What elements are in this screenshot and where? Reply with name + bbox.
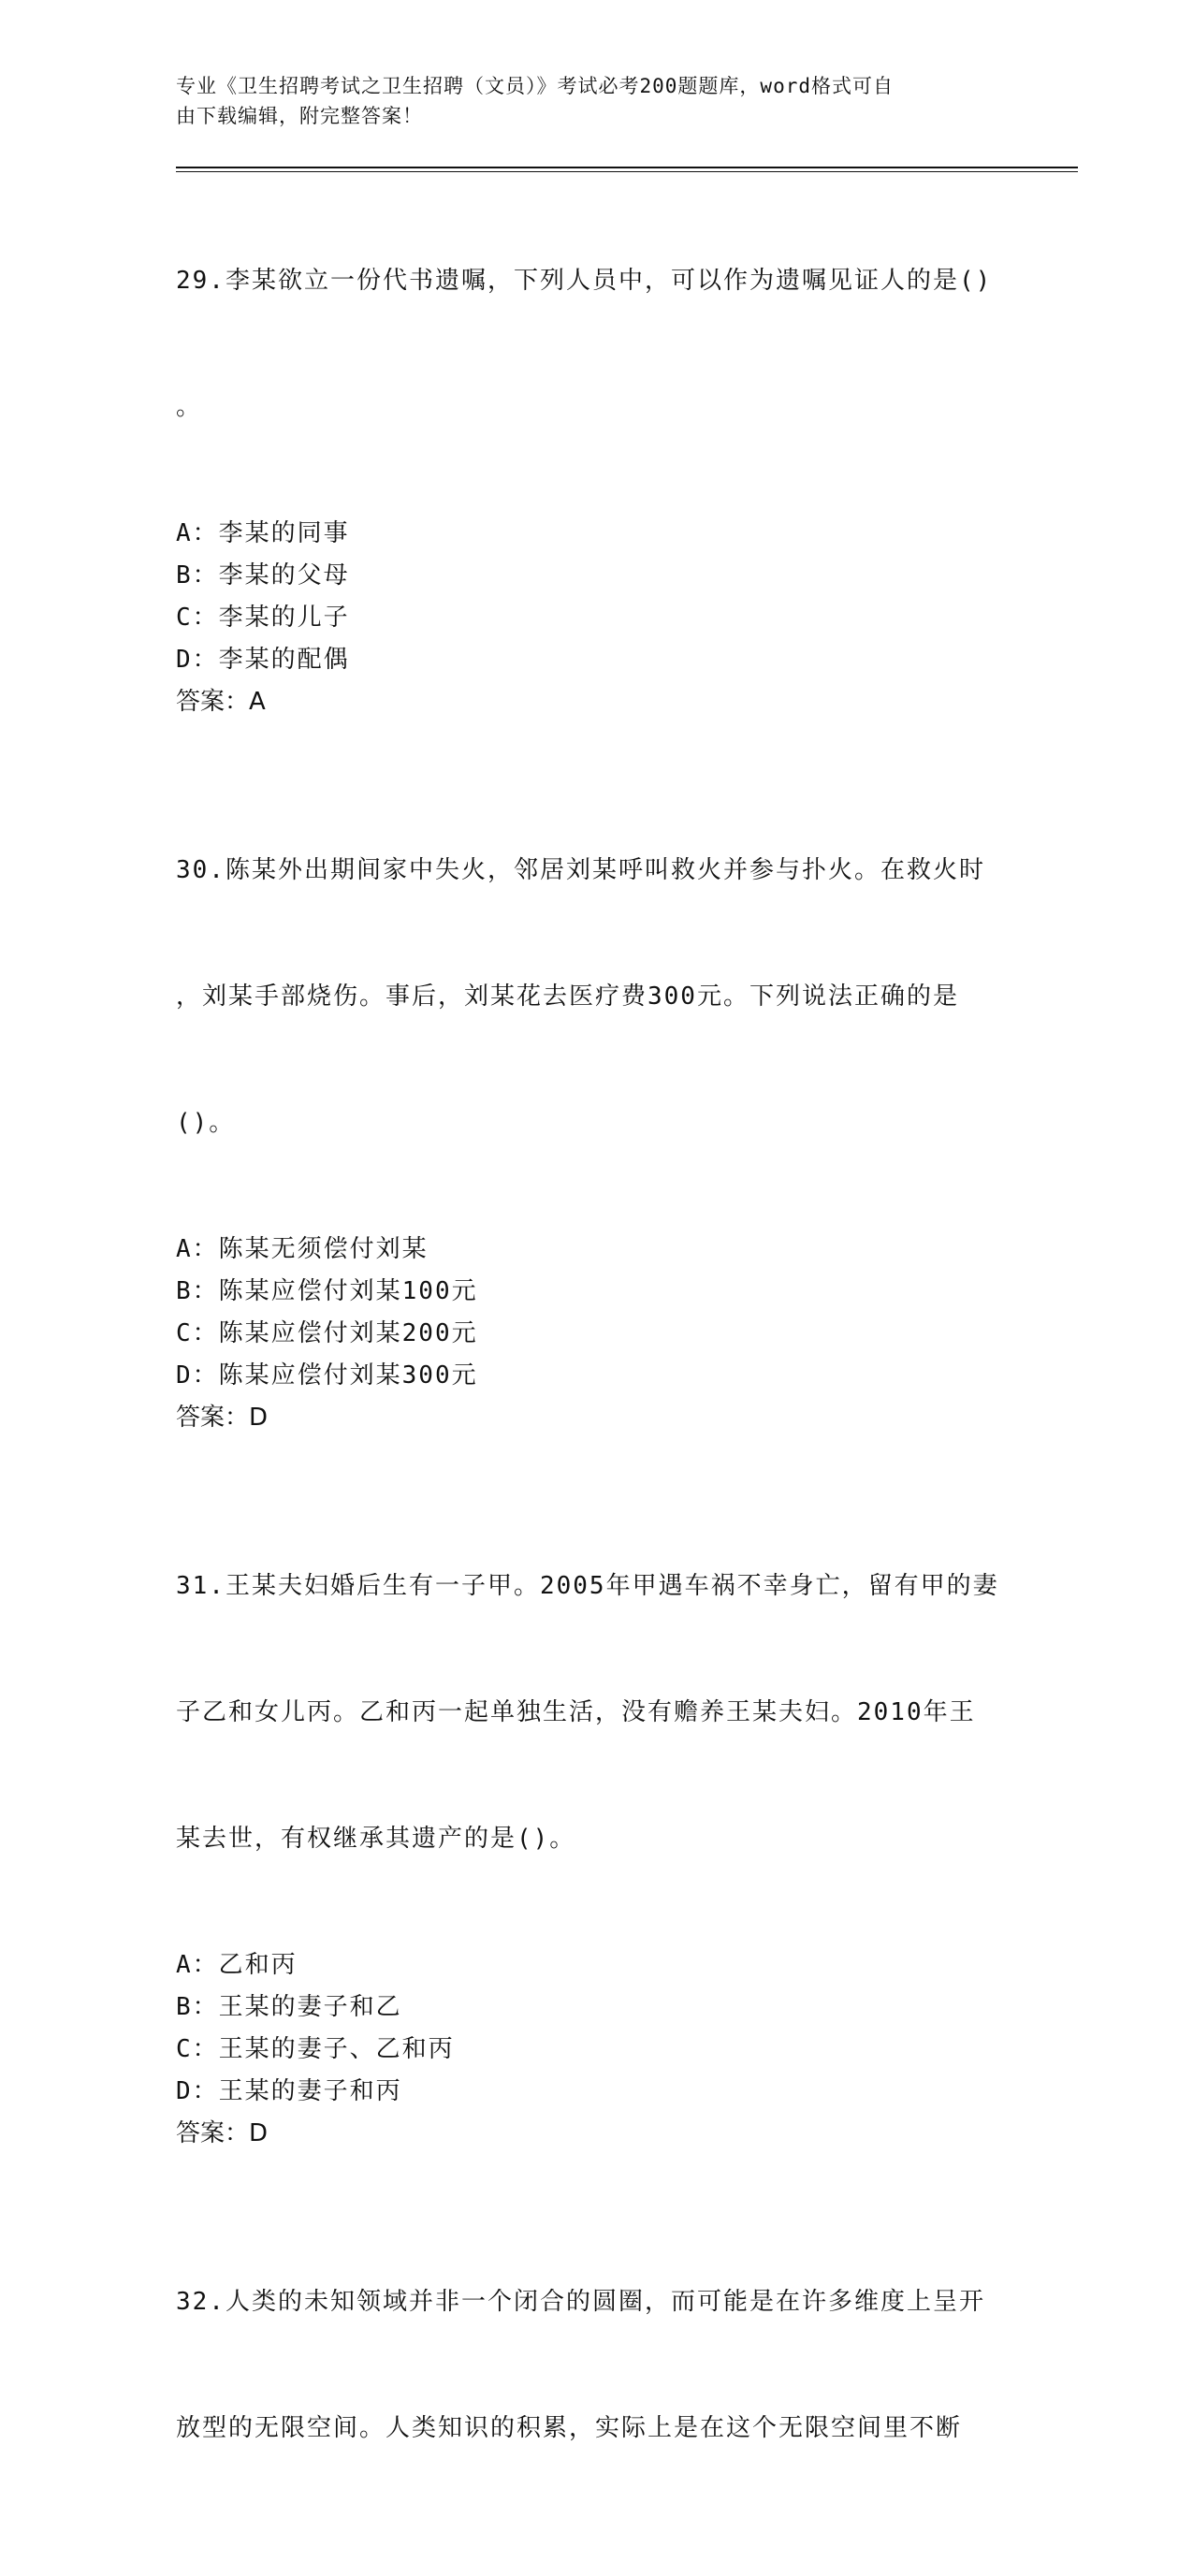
question-line: 子乙和女儿丙。乙和丙一起单独生活，没有赡养王某夫妇。2010年王 — [176, 1698, 976, 1726]
header-line: 专业《卫生招聘考试之卫生招聘（文员）》考试必考200题题库，word格式可自 — [176, 75, 894, 97]
question-list — [176, 176, 1018, 2576]
header-divider-thin — [176, 171, 1078, 172]
question-line: ，刘某手部烧伤。事后，刘某花去医疗费300元。下列说法正确的是 — [176, 982, 959, 1011]
answer: 答案：D — [176, 1404, 269, 1432]
question-29 — [176, 176, 1018, 723]
option-a: A：李某的同事 — [176, 519, 350, 547]
question-line: 32.人类的未知领域并非一个闭合的圆圈，而可能是在许多维度上呈开 — [176, 2288, 985, 2316]
option-b: B：王某的妻子和乙 — [176, 1993, 402, 2021]
question-text — [176, 176, 1018, 513]
option-b: B：陈某应偿付刘某100元 — [176, 1277, 478, 1305]
question-line: 29.李某欲立一份代书遗嘱，下列人员中，可以作为遗嘱见证人的是() — [176, 267, 993, 295]
option-d: D：陈某应偿付刘某300元 — [176, 1361, 478, 1390]
option-b: B：李某的父母 — [176, 561, 350, 589]
answer: 答案：D — [176, 2119, 269, 2147]
header-divider — [176, 167, 1078, 168]
option-d: D：李某的配偶 — [176, 646, 350, 674]
question-line: 31.王某夫妇婚后生有一子甲。2005年甲遇车祸不幸身亡，留有甲的妻 — [176, 1572, 999, 1600]
answer: 答案：A — [176, 688, 266, 716]
question-32 — [176, 2197, 1018, 2534]
option-c: C：陈某应偿付刘某200元 — [176, 1319, 478, 1347]
document-header — [176, 71, 999, 131]
question-line: 30.陈某外出期间家中失火，邻居刘某呼叫救火并参与扑火。在救火时 — [176, 856, 985, 884]
question-text — [176, 2197, 1018, 2534]
question-line: ()。 — [176, 1109, 236, 1137]
header-line: 由下载编辑，附完整答案！ — [176, 105, 423, 127]
option-a: A：陈某无须偿付刘某 — [176, 1235, 429, 1263]
question-31 — [176, 1481, 1018, 2155]
option-c: C：王某的妻子、乙和丙 — [176, 2035, 455, 2063]
option-d: D：王某的妻子和丙 — [176, 2077, 402, 2105]
option-a: A：乙和丙 — [176, 1951, 298, 1979]
question-line: 。 — [176, 393, 203, 421]
question-text — [176, 765, 1018, 1229]
question-text — [176, 1481, 1018, 1944]
question-line: 某去世，有权继承其遗产的是()。 — [176, 1825, 576, 1853]
question-line: 放型的无限空间。人类知识的积累，实际上是在这个无限空间里不断 — [176, 2414, 963, 2442]
question-30 — [176, 765, 1018, 1439]
option-c: C：李某的儿子 — [176, 604, 350, 632]
